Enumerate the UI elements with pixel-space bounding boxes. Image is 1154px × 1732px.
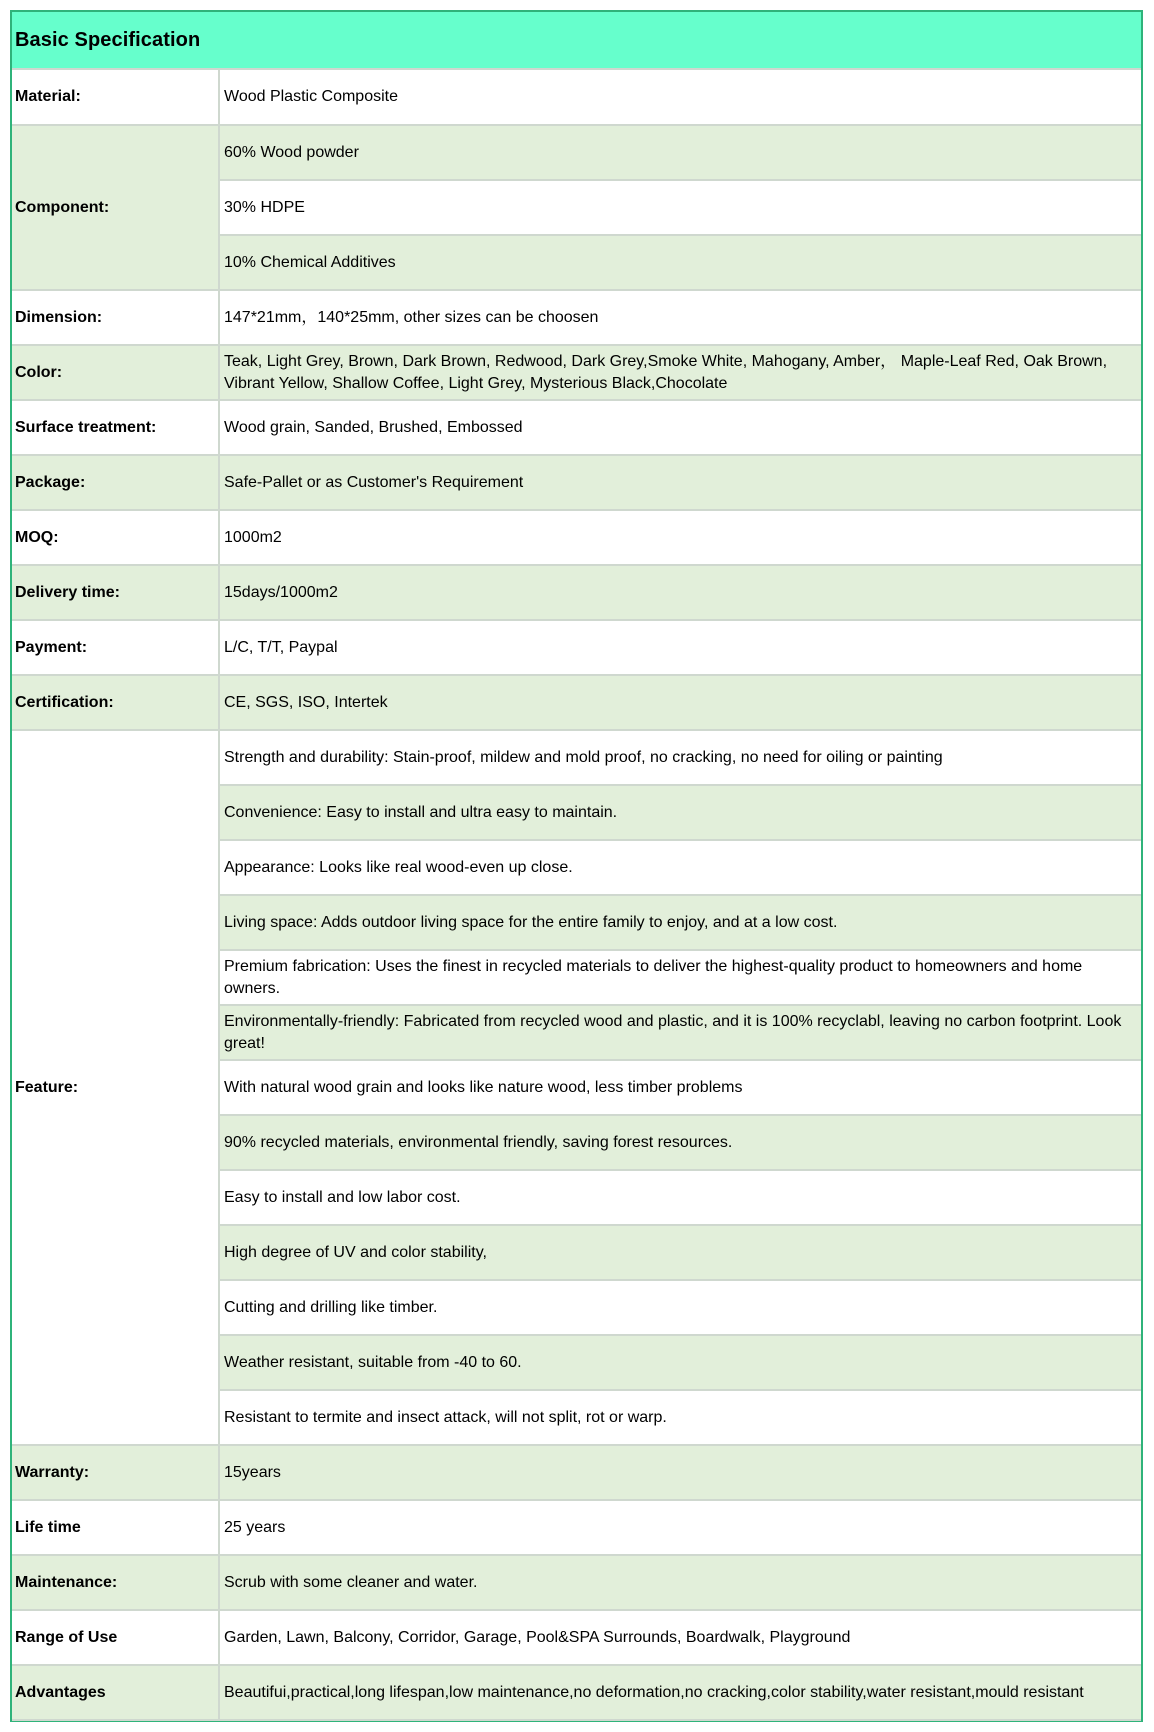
spec-table-frame	[10, 10, 1143, 1722]
row-value-feature: Strength and durability: Stain-proof, mildew and mold proof, no cracking, no need for oiling or painting	[219, 730, 1141, 785]
row-value-delivery-time: 15days/1000m2	[219, 565, 1141, 620]
row-label-feature: Feature:	[12, 730, 219, 1445]
table-row	[12, 455, 1141, 510]
row-value-feature: Premium fabrication: Uses the finest in recycled materials to deliver the highest-quality product to homeowners and home owners.	[219, 950, 1141, 1005]
row-value-life-time: 25 years	[219, 1500, 1141, 1555]
row-value-material: Wood Plastic Composite	[219, 70, 1141, 125]
row-value-feature: High degree of UV and color stability,	[219, 1225, 1141, 1280]
table-row	[12, 565, 1141, 620]
row-value-feature: Environmentally-friendly: Fabricated from recycled wood and plastic, and it is 100% recyclabl, leaving no carbon footprint. Look great!	[219, 1005, 1141, 1060]
row-value-feature: Resistant to termite and insect attack, will not split, rot or warp.	[219, 1390, 1141, 1445]
row-label-material: Material:	[12, 70, 219, 125]
table-row	[12, 675, 1141, 730]
row-label-color: Color:	[12, 345, 219, 400]
row-label-warranty: Warranty:	[12, 1445, 219, 1500]
row-value-feature: Weather resistant, suitable from -40 to 60.	[219, 1335, 1141, 1390]
row-value-component: 10% Chemical Additives	[219, 235, 1141, 290]
table-row	[12, 1555, 1141, 1610]
table-row	[12, 730, 1141, 785]
row-value-package: Safe-Pallet or as Customer's Requirement	[219, 455, 1141, 510]
row-label-range-of-use: Range of Use	[12, 1610, 219, 1665]
row-label-certification: Certification:	[12, 675, 219, 730]
table-row	[12, 1665, 1141, 1720]
table-row	[12, 290, 1141, 345]
row-value-color: Teak, Light Grey, Brown, Dark Brown, Redwood, Dark Grey,Smoke White, Mahogany, Amber， Maple-Leaf Red, Oak Brown, Vibrant Yellow, Shallow Coffee, Light Grey, Mysterious Black,Chocolate	[219, 345, 1141, 400]
row-value-maintenance: Scrub with some cleaner and water.	[219, 1555, 1141, 1610]
row-value-feature: Convenience: Easy to install and ultra easy to maintain.	[219, 785, 1141, 840]
row-label-advantages: Advantages	[12, 1665, 219, 1720]
row-value-feature: Easy to install and low labor cost.	[219, 1170, 1141, 1225]
table-row	[12, 345, 1141, 400]
row-label-surface-treatment: Surface treatment:	[12, 400, 219, 455]
row-label-life-time: Life time	[12, 1500, 219, 1555]
row-value-feature: With natural wood grain and looks like nature wood, less timber problems	[219, 1060, 1141, 1115]
row-label-moq: MOQ:	[12, 510, 219, 565]
row-value-payment: L/C, T/T, Paypal	[219, 620, 1141, 675]
row-value-feature: Cutting and drilling like timber.	[219, 1280, 1141, 1335]
spec-table	[12, 70, 1141, 1721]
row-value-surface-treatment: Wood grain, Sanded, Brushed, Embossed	[219, 400, 1141, 455]
row-value-feature: Appearance: Looks like real wood-even up close.	[219, 840, 1141, 895]
row-value-feature: Living space: Adds outdoor living space for the entire family to enjoy, and at a low cost.	[219, 895, 1141, 950]
row-value-dimension: 147*21mm，140*25mm, other sizes can be choosen	[219, 290, 1141, 345]
row-label-maintenance: Maintenance:	[12, 1555, 219, 1610]
table-title-row	[12, 12, 1141, 70]
table-row	[12, 1445, 1141, 1500]
row-label-delivery-time: Delivery time:	[12, 565, 219, 620]
row-value-feature: 90% recycled materials, environmental friendly, saving forest resources.	[219, 1115, 1141, 1170]
table-row	[12, 70, 1141, 125]
row-label-component: Component:	[12, 125, 219, 290]
row-value-advantages: Beautifui,practical,long lifespan,low maintenance,no deformation,no cracking,color stability,water resistant,mould resistant	[219, 1665, 1141, 1720]
row-label-dimension: Dimension:	[12, 290, 219, 345]
row-value-range-of-use: Garden, Lawn, Balcony, Corridor, Garage, Pool&SPA Surrounds, Boardwalk, Playground	[219, 1610, 1141, 1665]
row-value-warranty: 15years	[219, 1445, 1141, 1500]
table-row	[12, 510, 1141, 565]
row-value-moq: 1000m2	[219, 510, 1141, 565]
table-row	[12, 400, 1141, 455]
row-value-component: 60% Wood powder	[219, 125, 1141, 180]
table-row	[12, 620, 1141, 675]
row-label-payment: Payment:	[12, 620, 219, 675]
table-row	[12, 1610, 1141, 1665]
table-title: Basic Specification	[15, 29, 201, 51]
table-row	[12, 1500, 1141, 1555]
spec-table-body	[12, 70, 1141, 1720]
row-value-component: 30% HDPE	[219, 180, 1141, 235]
row-label-package: Package:	[12, 455, 219, 510]
row-value-certification: CE, SGS, ISO, Intertek	[219, 675, 1141, 730]
table-row	[12, 125, 1141, 180]
